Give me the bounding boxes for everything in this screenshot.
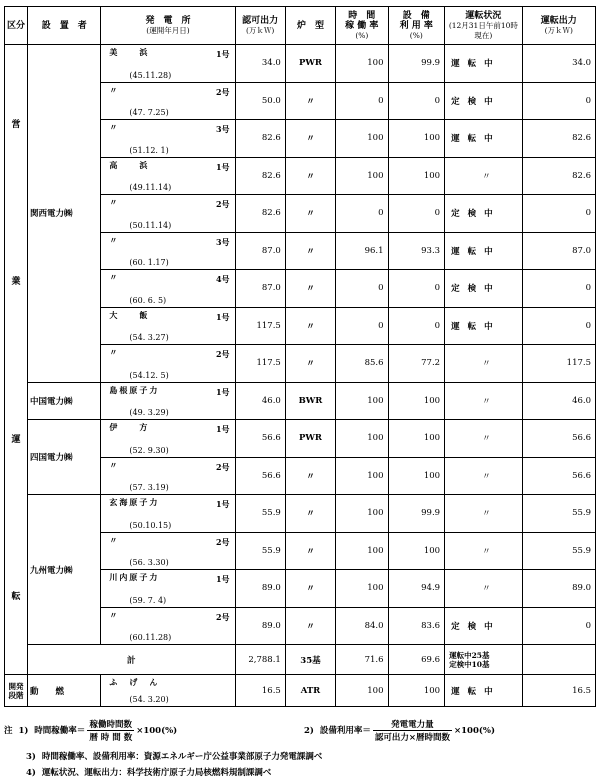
reactor-cell: 〃 bbox=[285, 607, 335, 645]
category-char: 運 bbox=[11, 434, 21, 445]
header-time-rate bbox=[336, 7, 388, 45]
output-cell: 0 bbox=[522, 82, 595, 120]
company-name: 四国電力㈱ bbox=[30, 453, 73, 463]
note-1-fraction bbox=[87, 718, 134, 743]
plant-name: 〃 bbox=[109, 84, 120, 95]
plant-cell bbox=[101, 195, 235, 233]
total-capacity: 2,788.1 bbox=[235, 645, 285, 675]
plant-cell bbox=[101, 232, 235, 270]
table-body bbox=[5, 45, 596, 707]
plant-cell bbox=[101, 345, 235, 383]
time-rate-cell: 85.6 bbox=[336, 345, 388, 383]
note-3-text: 時間稼働率、設備利用率：資源エネルギー庁公益事業部原子力発電課調べ bbox=[41, 752, 323, 762]
plant-cell bbox=[101, 157, 235, 195]
header-category: 区分 bbox=[5, 7, 28, 45]
time-rate-cell: 100 bbox=[336, 495, 388, 533]
util-rate-cell: 0 bbox=[388, 307, 445, 345]
company-name: 中国電力㈱ bbox=[30, 396, 73, 407]
plant-unit: 1号 bbox=[215, 386, 230, 397]
header-plant-sub: (運開年月日) bbox=[146, 25, 190, 35]
plant-name: 〃 bbox=[109, 534, 120, 545]
time-rate-cell: 84.0 bbox=[336, 607, 388, 645]
plant-unit: 1号 bbox=[215, 499, 230, 509]
output-cell: 117.5 bbox=[522, 345, 595, 383]
plant-cell bbox=[101, 607, 235, 645]
status-cell: 定検中 bbox=[445, 82, 523, 120]
status-cell: 運転中 bbox=[445, 232, 523, 270]
util-rate-cell: 100 bbox=[388, 532, 445, 570]
header-capacity-sub: (万ｋＷ) bbox=[245, 25, 275, 35]
header-capacity bbox=[235, 7, 285, 45]
header-status bbox=[445, 7, 523, 45]
reactor-cell: 〃 bbox=[285, 195, 335, 233]
dev-plant-name: ふ げ ん bbox=[109, 677, 160, 687]
capacity-cell: 82.6 bbox=[235, 195, 285, 233]
output-cell: 89.0 bbox=[522, 570, 595, 608]
company-cell bbox=[28, 45, 101, 383]
plant-row bbox=[5, 495, 596, 533]
header-row bbox=[5, 7, 596, 45]
development-row bbox=[5, 675, 596, 707]
reactor-cell: 〃 bbox=[285, 307, 335, 345]
nuclear-plant-table bbox=[4, 6, 596, 707]
status-cell: 〃 bbox=[445, 570, 523, 608]
note-1-title: 時間稼働率＝ bbox=[34, 726, 86, 736]
plant-start-date: (59. 7. 4) bbox=[129, 595, 167, 605]
capacity-cell: 117.5 bbox=[235, 307, 285, 345]
util-rate-cell: 0 bbox=[388, 195, 445, 233]
header-status-label: 運転状況 bbox=[465, 10, 502, 21]
util-rate-cell: 94.9 bbox=[388, 570, 445, 608]
status-cell: 〃 bbox=[445, 382, 523, 420]
plant-unit: 1号 bbox=[215, 161, 230, 172]
plant-start-date: (60. 6. 5) bbox=[129, 295, 167, 305]
dev-company: 動 燃 bbox=[28, 675, 101, 707]
util-rate-cell: 77.2 bbox=[388, 345, 445, 383]
capacity-cell: 82.6 bbox=[235, 120, 285, 158]
status-cell: 定検中 bbox=[445, 195, 523, 233]
total-status-inspection: 定検中10基 bbox=[449, 659, 490, 669]
plant-start-date: (52. 9.30) bbox=[129, 445, 169, 455]
total-util-rate: 69.6 bbox=[388, 645, 445, 675]
output-cell: 0 bbox=[522, 270, 595, 308]
note-1-numerator: 稼働時間数 bbox=[87, 718, 134, 731]
reactor-cell: 〃 bbox=[285, 270, 335, 308]
time-rate-cell: 96.1 bbox=[336, 232, 388, 270]
header-output-sub: (万ｋＷ) bbox=[544, 25, 573, 35]
reactor-cell: BWR bbox=[285, 382, 335, 420]
time-rate-cell: 100 bbox=[336, 157, 388, 195]
util-rate-cell: 99.9 bbox=[388, 45, 445, 83]
reactor-cell: 〃 bbox=[285, 532, 335, 570]
category-development: 開発 段階 bbox=[5, 675, 28, 707]
capacity-cell: 50.0 bbox=[235, 82, 285, 120]
reactor-cell: 〃 bbox=[285, 157, 335, 195]
plant-unit: 2号 bbox=[215, 461, 230, 472]
reactor-cell: 〃 bbox=[285, 495, 335, 533]
company-cell bbox=[28, 382, 101, 420]
plant-unit: 1号 bbox=[215, 424, 230, 434]
util-rate-cell: 100 bbox=[388, 120, 445, 158]
output-cell: 56.6 bbox=[522, 420, 595, 458]
status-cell: 運転中 bbox=[445, 307, 523, 345]
category-commercial bbox=[5, 45, 27, 674]
total-reactors: 35基 bbox=[285, 645, 335, 675]
plant-unit: 2号 bbox=[215, 86, 230, 97]
plant-name: 〃 bbox=[109, 609, 120, 620]
category-char: 転 bbox=[11, 591, 21, 602]
total-time-rate: 71.6 bbox=[336, 645, 388, 675]
header-output bbox=[522, 7, 595, 45]
capacity-cell: 87.0 bbox=[235, 270, 285, 308]
company-cell bbox=[28, 495, 101, 645]
header-reactor: 炉 型 bbox=[285, 7, 335, 45]
company-cell bbox=[28, 420, 101, 495]
company-name: 関西電力㈱ bbox=[30, 209, 73, 220]
output-cell: 87.0 bbox=[522, 232, 595, 270]
capacity-cell: 87.0 bbox=[235, 232, 285, 270]
header-plant bbox=[101, 7, 235, 45]
plant-start-date: (60.11.28) bbox=[129, 633, 172, 642]
dev-time-rate: 100 bbox=[336, 675, 388, 707]
category-char: 営 bbox=[11, 120, 21, 131]
plant-start-date: (47. 7.25) bbox=[129, 108, 169, 117]
plant-cell bbox=[101, 495, 235, 533]
note-2-label: 2) bbox=[304, 726, 314, 736]
total-output bbox=[522, 645, 595, 675]
category-char: 業 bbox=[11, 277, 21, 288]
plant-name: 〃 bbox=[109, 197, 120, 207]
plant-start-date: (54.12. 5) bbox=[129, 370, 169, 380]
reactor-cell: 〃 bbox=[285, 232, 335, 270]
plant-cell bbox=[101, 420, 235, 458]
dev-output: 16.5 bbox=[522, 675, 595, 707]
plant-cell bbox=[101, 120, 235, 158]
header-plant-label: 発 電 所 bbox=[145, 15, 191, 26]
note-1-tail: ×100(%) bbox=[136, 726, 178, 736]
plant-start-date: (54. 3.27) bbox=[129, 333, 169, 342]
reactor-cell: 〃 bbox=[285, 570, 335, 608]
status-cell: 〃 bbox=[445, 345, 523, 383]
plant-cell bbox=[101, 307, 235, 345]
time-rate-cell: 100 bbox=[336, 457, 388, 495]
time-rate-cell: 100 bbox=[336, 45, 388, 83]
capacity-cell: 82.6 bbox=[235, 157, 285, 195]
header-company: 設 置 者 bbox=[28, 7, 101, 45]
plant-unit: 4号 bbox=[215, 274, 230, 284]
status-cell: 〃 bbox=[445, 532, 523, 570]
output-cell: 56.6 bbox=[522, 457, 595, 495]
util-rate-cell: 100 bbox=[388, 420, 445, 458]
time-rate-cell: 0 bbox=[336, 270, 388, 308]
plant-name: 島根原子力 bbox=[109, 384, 160, 395]
plant-cell bbox=[101, 457, 235, 495]
reactor-cell: PWR bbox=[285, 420, 335, 458]
output-cell: 0 bbox=[522, 307, 595, 345]
header-time-rate-unit: (%) bbox=[355, 30, 369, 40]
plant-unit: 2号 bbox=[215, 199, 230, 209]
time-rate-cell: 100 bbox=[336, 420, 388, 458]
note-2-title: 設備利用率＝ bbox=[319, 726, 371, 736]
plant-unit: 2号 bbox=[215, 536, 230, 547]
category-commercial-cell bbox=[5, 45, 28, 675]
plant-cell bbox=[101, 532, 235, 570]
status-cell: 運転中 bbox=[445, 120, 523, 158]
capacity-cell: 117.5 bbox=[235, 345, 285, 383]
time-rate-cell: 100 bbox=[336, 120, 388, 158]
capacity-cell: 89.0 bbox=[235, 570, 285, 608]
reactor-cell: 〃 bbox=[285, 345, 335, 383]
plant-row bbox=[5, 420, 596, 458]
plant-start-date: (49.11.14) bbox=[129, 183, 172, 192]
note-2-fraction bbox=[373, 718, 452, 743]
plant-name: 〃 bbox=[109, 234, 120, 245]
plant-name: 玄海原子力 bbox=[109, 497, 160, 507]
header-capacity-label: 認可出力 bbox=[242, 15, 279, 26]
total-label: 計 bbox=[28, 645, 235, 675]
plant-start-date: (50.11.14) bbox=[129, 220, 172, 230]
output-cell: 46.0 bbox=[522, 382, 595, 420]
header-util-rate-unit: (%) bbox=[409, 30, 423, 40]
status-cell: 運転中 bbox=[445, 45, 523, 83]
total-row bbox=[5, 645, 596, 675]
plant-start-date: (56. 3.30) bbox=[129, 558, 169, 567]
status-cell: 〃 bbox=[445, 157, 523, 195]
output-cell: 0 bbox=[522, 607, 595, 645]
plant-cell bbox=[101, 45, 235, 83]
header-output-label: 運転出力 bbox=[540, 15, 577, 26]
plant-unit: 2号 bbox=[215, 349, 230, 359]
plant-unit: 2号 bbox=[215, 611, 230, 622]
status-cell: 定検中 bbox=[445, 270, 523, 308]
plant-cell bbox=[101, 382, 235, 420]
header-util-rate-label: 設 備 利 用 率 bbox=[399, 10, 433, 31]
util-rate-cell: 100 bbox=[388, 457, 445, 495]
status-cell: 〃 bbox=[445, 495, 523, 533]
util-rate-cell: 83.6 bbox=[388, 607, 445, 645]
plant-name: 伊 方 bbox=[109, 422, 150, 432]
note-2-numerator: 発電電力量 bbox=[373, 718, 452, 731]
dev-status: 運転中 bbox=[445, 675, 523, 707]
note-2-denominator: 認可出力×暦時間数 bbox=[374, 733, 450, 743]
note-2 bbox=[304, 718, 495, 743]
note-4-text: 運転状況、運転出力：科学技術庁原子力局核燃料規制課調べ bbox=[41, 768, 272, 778]
output-cell: 0 bbox=[522, 195, 595, 233]
capacity-cell: 89.0 bbox=[235, 607, 285, 645]
plant-unit: 1号 bbox=[215, 49, 230, 59]
dev-plant-cell bbox=[101, 675, 235, 707]
note-prefix: 注 bbox=[4, 726, 13, 736]
output-cell: 55.9 bbox=[522, 532, 595, 570]
note-4 bbox=[26, 766, 271, 778]
plant-start-date: (49. 3.29) bbox=[129, 408, 169, 417]
header-status-sub: (12月31日午前10時現在) bbox=[448, 20, 518, 40]
time-rate-cell: 100 bbox=[336, 382, 388, 420]
reactor-cell: 〃 bbox=[285, 82, 335, 120]
util-rate-cell: 93.3 bbox=[388, 232, 445, 270]
output-cell: 82.6 bbox=[522, 157, 595, 195]
util-rate-cell: 99.9 bbox=[388, 495, 445, 533]
time-rate-cell: 0 bbox=[336, 82, 388, 120]
time-rate-cell: 0 bbox=[336, 307, 388, 345]
plant-start-date: (57. 3.19) bbox=[129, 483, 169, 492]
plant-unit: 1号 bbox=[215, 311, 230, 322]
plant-unit: 3号 bbox=[215, 236, 230, 247]
plant-start-date: (45.11.28) bbox=[129, 70, 172, 80]
dev-util-rate: 100 bbox=[388, 675, 445, 707]
util-rate-cell: 100 bbox=[388, 382, 445, 420]
total-status bbox=[445, 645, 523, 675]
util-rate-cell: 0 bbox=[388, 270, 445, 308]
plant-unit: 3号 bbox=[215, 124, 230, 134]
plant-name: 美 浜 bbox=[109, 47, 150, 57]
total-status-running: 運転中25基 bbox=[449, 650, 490, 660]
util-rate-cell: 100 bbox=[388, 157, 445, 195]
note-4-label: 4) bbox=[26, 768, 36, 778]
capacity-cell: 56.6 bbox=[235, 420, 285, 458]
reactor-cell: 〃 bbox=[285, 120, 335, 158]
time-rate-cell: 100 bbox=[336, 570, 388, 608]
dev-capacity: 16.5 bbox=[235, 675, 285, 707]
plant-name: 川内原子力 bbox=[109, 572, 160, 582]
plant-start-date: (60. 1.17) bbox=[129, 258, 169, 267]
plant-start-date: (50.10.15) bbox=[129, 520, 172, 530]
header-time-rate-label: 時 間 稼 働 率 bbox=[345, 10, 379, 31]
capacity-cell: 55.9 bbox=[235, 495, 285, 533]
output-cell: 34.0 bbox=[522, 45, 595, 83]
util-rate-cell: 0 bbox=[388, 82, 445, 120]
note-1-label: 1) bbox=[18, 726, 29, 736]
time-rate-cell: 100 bbox=[336, 532, 388, 570]
plant-start-date: (51.12. 1) bbox=[129, 145, 169, 155]
capacity-cell: 56.6 bbox=[235, 457, 285, 495]
header-util-rate bbox=[388, 7, 445, 45]
dev-plant-date: (54. 3.20) bbox=[129, 695, 169, 704]
note-1 bbox=[4, 718, 177, 743]
plant-cell bbox=[101, 82, 235, 120]
status-cell: 〃 bbox=[445, 457, 523, 495]
reactor-cell: PWR bbox=[285, 45, 335, 83]
plant-row bbox=[5, 382, 596, 420]
note-3-label: 3) bbox=[26, 752, 36, 762]
time-rate-cell: 0 bbox=[336, 195, 388, 233]
plant-name: 高 浜 bbox=[109, 159, 150, 170]
dev-reactor: ATR bbox=[285, 675, 335, 707]
reactor-cell: 〃 bbox=[285, 457, 335, 495]
plant-name: 〃 bbox=[109, 347, 120, 357]
plant-name: 〃 bbox=[109, 272, 120, 282]
plant-name: 〃 bbox=[109, 122, 120, 132]
note-3 bbox=[26, 750, 322, 762]
plant-cell bbox=[101, 270, 235, 308]
capacity-cell: 55.9 bbox=[235, 532, 285, 570]
plant-name: 大 飯 bbox=[109, 309, 150, 320]
capacity-cell: 34.0 bbox=[235, 45, 285, 83]
output-cell: 55.9 bbox=[522, 495, 595, 533]
status-cell: 〃 bbox=[445, 420, 523, 458]
output-cell: 82.6 bbox=[522, 120, 595, 158]
note-1-denominator: 暦 時 間 数 bbox=[89, 733, 133, 743]
company-name: 九州電力㈱ bbox=[30, 565, 73, 576]
plant-unit: 1号 bbox=[215, 574, 230, 584]
status-cell: 定検中 bbox=[445, 607, 523, 645]
plant-cell bbox=[101, 570, 235, 608]
capacity-cell: 46.0 bbox=[235, 382, 285, 420]
plant-row bbox=[5, 45, 596, 83]
note-2-tail: ×100(%) bbox=[454, 726, 495, 736]
plant-name: 〃 bbox=[109, 459, 120, 470]
